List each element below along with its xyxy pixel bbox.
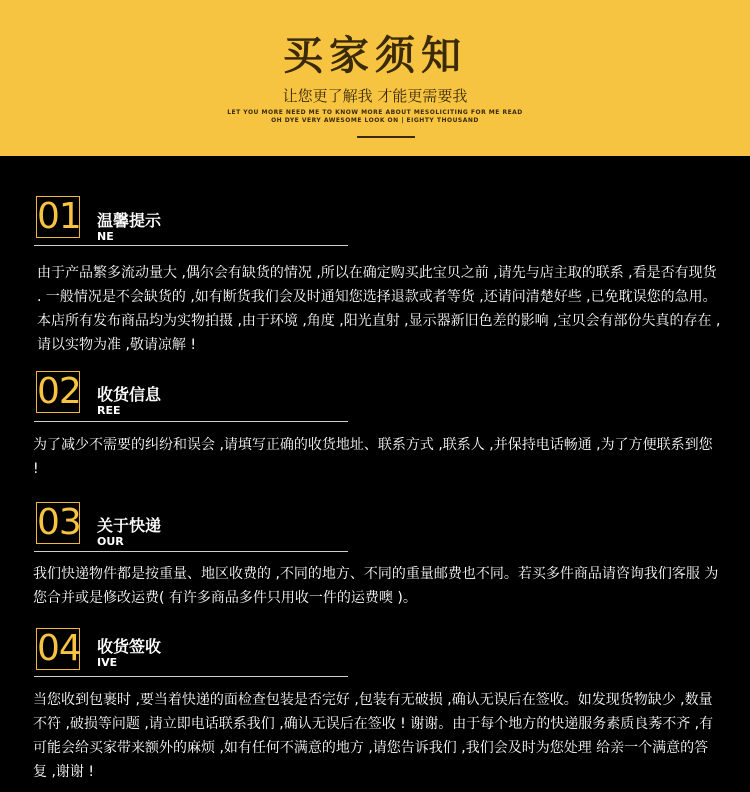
section-title: 关于快递 xyxy=(97,516,162,535)
header-english-line-1: LET YOU MORE NEED ME TO KNOW MORE ABOUT MESOLICITING FOR ME READ xyxy=(227,109,523,116)
page-title: 买家须知 xyxy=(283,33,467,79)
section-english-label: IVE xyxy=(97,656,118,669)
section-divider xyxy=(34,245,348,246)
section-body-text: 由于产品繁多流动量大 ,偶尔会有缺货的情况 ,所以在确定购买此宝贝之前 ,请先与店主取的联系 ,看是否有现货 . 一般情况是不会缺货的 ,如有断货我们会及时通知您选择退款或者等货 ,还请问清楚好些 ,已免耽误您的急用。本店所有发布商品均为实物拍摄 ,由于环境 ,角度 ,阳光直射 ,显示器新旧色差的影响 ,宝贝会有部份失真的存在 ,请以实物为准 ,敬请凉解 ! xyxy=(37,265,721,353)
section-english-label: REE xyxy=(97,404,121,417)
section-body-text: 当您收到包裹时 ,要当着快递的面检查包装是否完好 ,包装有无破损 ,确认无误后在签收。如发现货物缺少 ,数量不符 ,破损等问题 ,请立即电话联系我们 ,确认无误后在签收 ! 谢谢。由于每个地方的快递服务素质良莠不齐 ,有可能会给买家带来额外的麻烦 ,如有任何不满意的地方 ,请您告诉我们 ,我们会及时为您处理 给亲一个满意的答复 ,谢谢 ! xyxy=(33,692,714,780)
section-english-label: OUR xyxy=(97,535,124,548)
section-number-badge: 02 xyxy=(37,371,81,412)
section-body-text: 我们快递物件都是按重量、地区收费的 ,不同的地方、不同的重量邮费也不同。若买多件商品请咨询我们客服 为您合并或是修改运费( 有许多商品多件只用收一件的运费噢 )。 xyxy=(33,566,719,606)
section-divider xyxy=(34,676,348,677)
section-title: 收货签收 xyxy=(97,637,162,656)
section-title: 收货信息 xyxy=(97,385,162,404)
section-number-badge: 04 xyxy=(37,628,81,669)
section-title: 温馨提示 xyxy=(97,211,162,230)
header-banner xyxy=(0,0,750,156)
header-divider xyxy=(357,136,415,138)
section-body-text: 为了减少不需要的纠纷和误会 ,请填写正确的收货地址、联系方式 ,联系人 ,并保持电话畅通 ,为了方便联系到您 ! xyxy=(33,437,713,477)
section-divider xyxy=(34,421,348,422)
header-english-line-2: OH DYE VERY AWESOME LOOK ON | EIGHTY THOUSAND xyxy=(271,117,479,124)
page-subtitle: 让您更了解我 才能更需要我 xyxy=(282,87,468,105)
section-english-label: NE xyxy=(97,230,114,243)
section-number-badge: 01 xyxy=(37,196,81,237)
section-divider xyxy=(34,551,348,552)
section-number-badge: 03 xyxy=(37,502,81,543)
